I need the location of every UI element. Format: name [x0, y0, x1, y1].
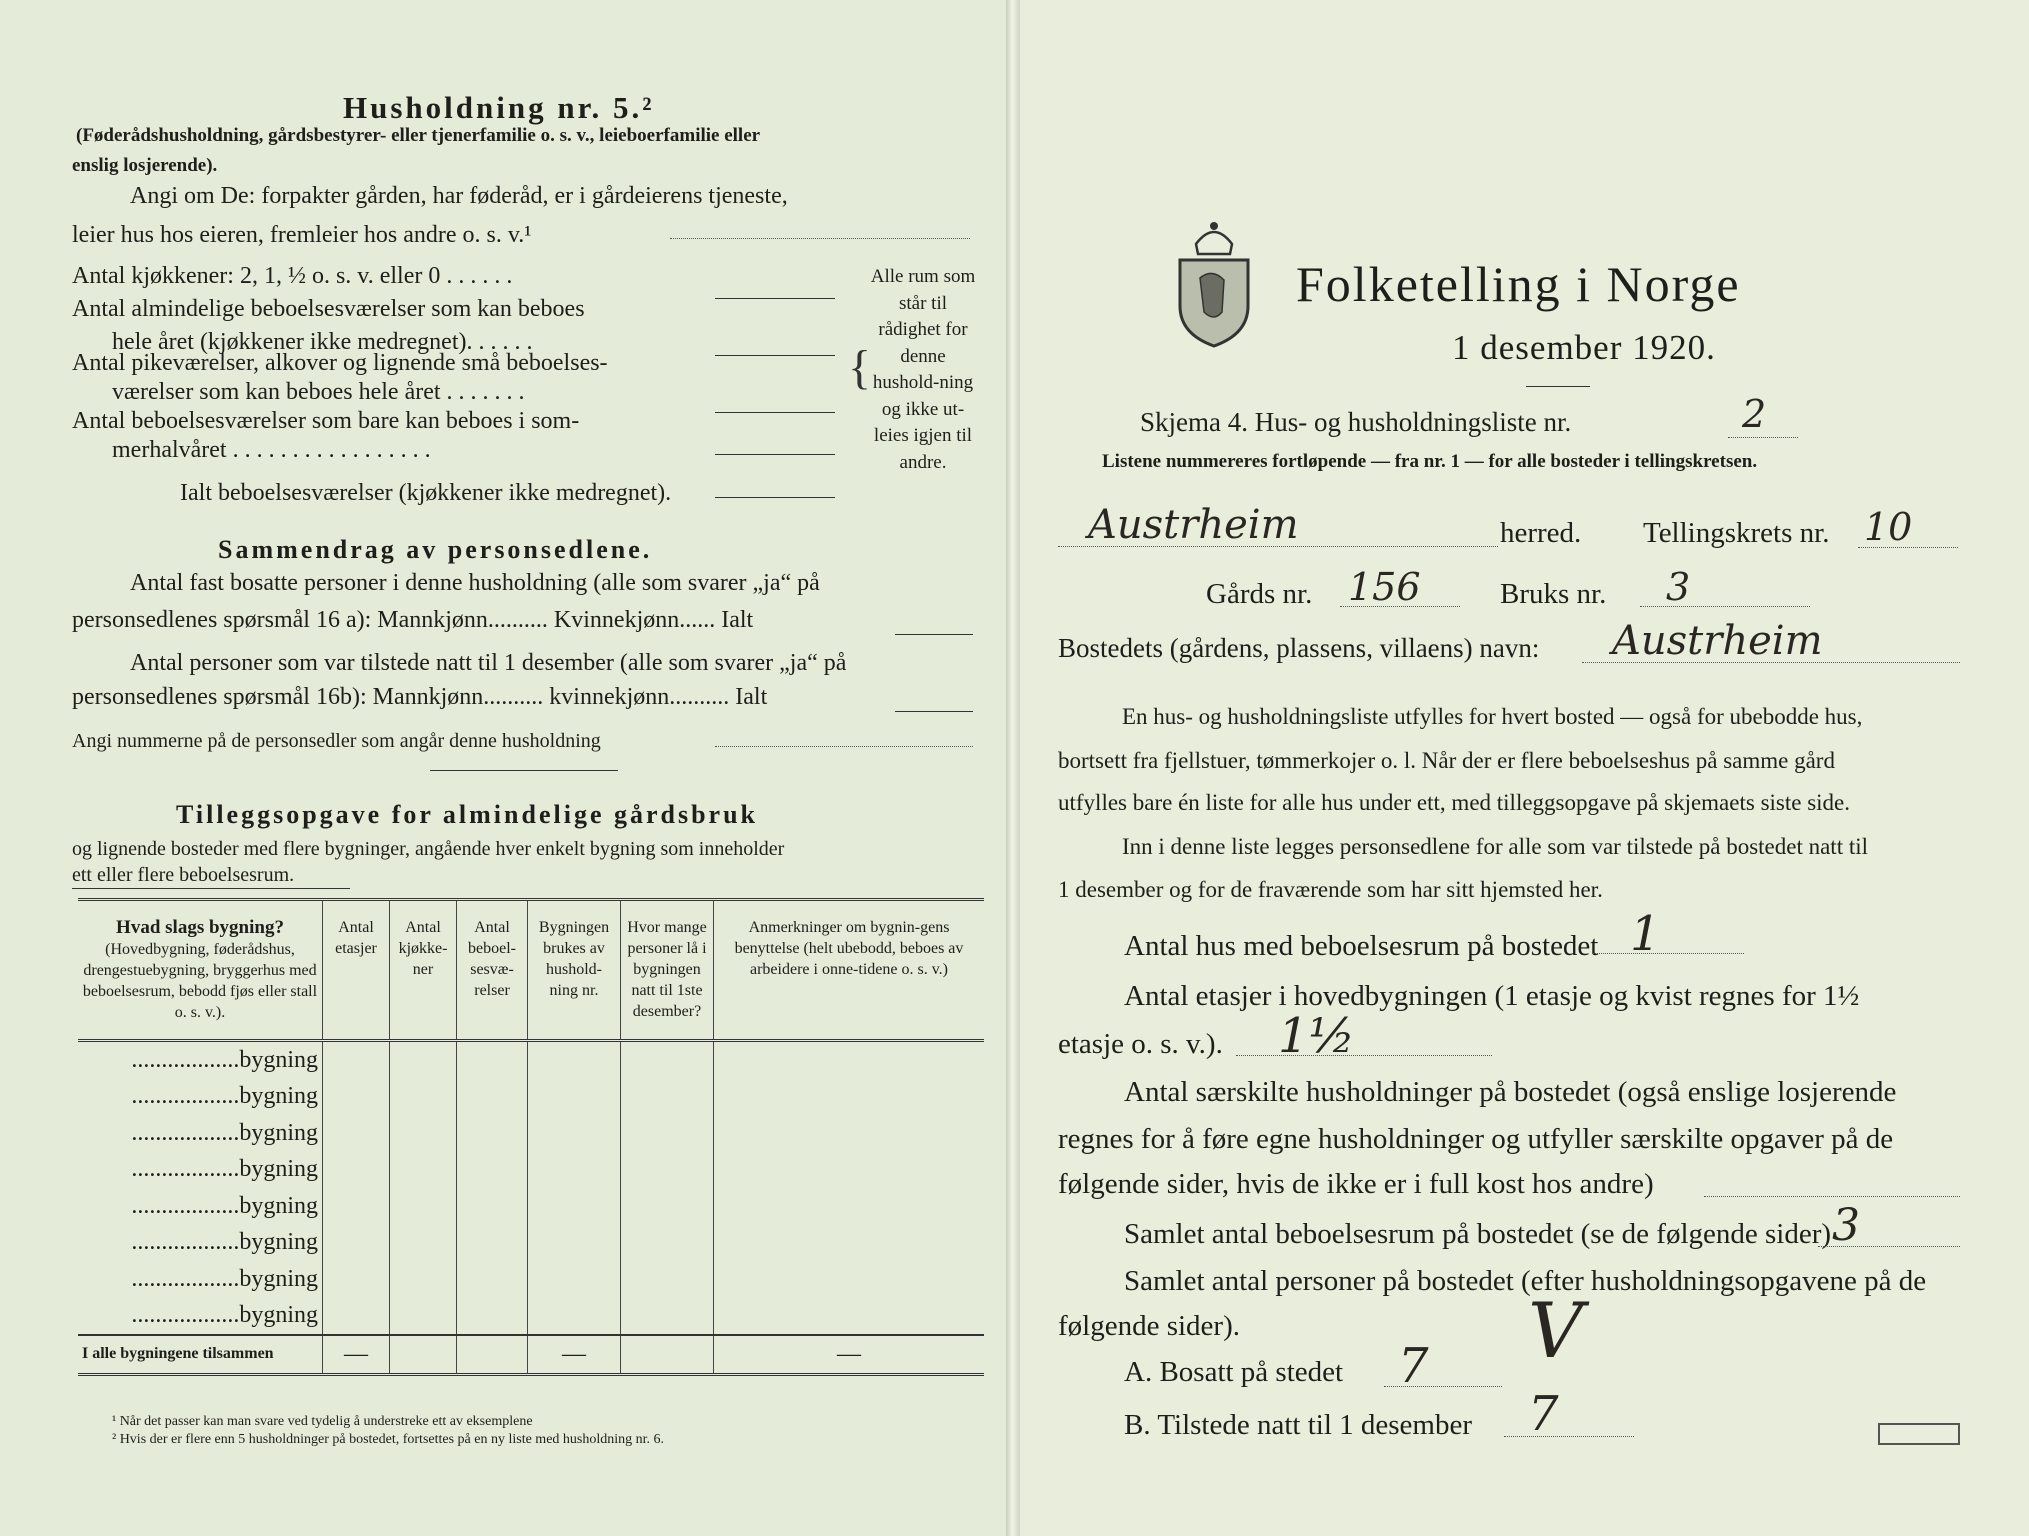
col-kjokkener: Antal kjøkke-ner: [390, 900, 457, 1041]
table-row: ..................bygning: [78, 1152, 984, 1189]
skjema-label: Skjema 4. Hus- og husholdningsliste nr.: [1140, 407, 1572, 437]
tillegg-1: og lignende bosteder med flere bygninger, angående hver enkelt bygning som inneholder: [72, 838, 785, 860]
bosatt-value: 7: [1398, 1338, 1429, 1394]
brace-note: Alle rum som står til rådighet for denne hushold-ning og ikke ut-leies igjen til andre.: [870, 266, 976, 473]
footnote-1: ¹ Når det passer kan man svare ved tydelig å understreke ett av eksemplene: [112, 1414, 533, 1429]
antal-hus-label: Antal hus med beboelsesrum på bostedet: [1124, 930, 1599, 962]
angi-line-1: Angi om De: forpakter gården, har føderåd, er i gårdeierens tjeneste,: [130, 183, 788, 209]
herred-value: Austrheim: [1088, 502, 1299, 548]
angi-line-2: leier hus hos eieren, fremleier hos andre o. s. v.¹: [72, 222, 532, 248]
liste-nr-value: 2: [1742, 392, 1767, 436]
table-row: ..................bygning: [78, 1041, 984, 1079]
table-row: ..................bygning: [78, 1225, 984, 1262]
samlet-rum-label: Samlet antal beboelsesrum på bostedet (se de følgende sider): [1124, 1218, 1832, 1250]
page-fold: [1006, 0, 1020, 1536]
bruks-label: Bruks nr.: [1500, 578, 1607, 610]
census-date: 1 desember 1920.: [1452, 328, 1716, 367]
census-title: Folketelling i Norge: [1296, 256, 1741, 312]
table-row: ..................bygning: [78, 1115, 984, 1152]
alm-line-1: Antal almindelige beboelsesværelser som kan beboes: [72, 296, 585, 322]
samlet-pers-line-2: følgende sider).: [1058, 1310, 1240, 1342]
household-note-2: enslig losjerende).: [72, 155, 218, 176]
bosted-value: Austrheim: [1612, 618, 1823, 664]
antal-hus-value: 1: [1630, 906, 1661, 962]
saerskilte-line-1: Antal særskilte husholdninger på bostedet (også enslige losjerende: [1124, 1076, 1897, 1108]
table-row: ..................bygning: [78, 1188, 984, 1225]
col-beboelsesvaerelser: Antal beboel-sesvæ-relser: [457, 900, 528, 1041]
sommer-line-1: Antal beboelsesværelser som bare kan beboes i som-: [72, 408, 580, 434]
gards-value: 156: [1348, 565, 1421, 609]
sum-1b: personsedlenes spørsmål 16 a): Mannkjønn.......... Kvinnekjønn...... Ialt: [72, 607, 754, 633]
table-header-row: [78, 900, 984, 1041]
instr-1: En hus- og husholdningsliste utfylles for hvert bosted — også for ubebodde hus,: [1122, 704, 1863, 729]
coat-of-arms-icon: [1172, 214, 1256, 350]
col-hvad: Hvad slags bygning? (Hovedbygning, føderådshus, drengestuebygning, bryggerhus med beboelsesrum, bebodd fjøs eller stall o. s. v.).: [78, 900, 323, 1041]
bosatt-label: A. Bosatt på stedet: [1124, 1356, 1344, 1388]
table-row: ..................bygning: [78, 1079, 984, 1116]
instr-5: 1 desember og for de fraværende som har sitt hjemsted her.: [1058, 877, 1603, 902]
building-table: [78, 898, 984, 1376]
bosted-label: Bostedets (gårdens, plassens, villaens) navn:: [1058, 633, 1540, 663]
footnote-2: ² Hvis der er flere enn 5 husholdninger på bostedet, fortsettes på en ny liste med husholdning nr. 6.: [112, 1432, 665, 1447]
tellingskrets-value: 10: [1864, 505, 1913, 549]
tillegg-title: Tilleggsopgave for almindelige gårdsbruk: [176, 800, 759, 829]
household-note-1: (Føderådshusholdning, gårdsbestyrer- eller tjenerfamilie o. s. v., leieboerfamilie eller: [76, 125, 761, 146]
saerskilte-line-3: følgende sider, hvis de ikke er i full kost hos andre): [1058, 1168, 1654, 1200]
etasjer-value: 1½: [1278, 1008, 1356, 1064]
tillegg-2: ett eller flere beboelsesrum.: [72, 864, 295, 886]
instr-2: bortsett fra fjellstuer, tømmerkojer o. l. Når der er flere beboelseshus på samme gård: [1058, 748, 1835, 773]
col-personer: Hvor mange personer lå i bygningen natt til 1ste desember?: [621, 900, 714, 1041]
instr-4: Inn i denne liste legges personsedlene for alle som var tilstede på bostedet natt til: [1122, 834, 1869, 859]
instr-3: utfylles bare én liste for alle hus under ett, med tilleggsopgave på skjemaets siste side.: [1058, 790, 1851, 815]
samlet-rum-value: 3: [1832, 1200, 1860, 1251]
pike-line-1: Antal pikeværelser, alkover og lignende små beboelses-: [72, 350, 608, 376]
kjokkener-line: Antal kjøkkener: 2, 1, ½ o. s. v. eller 0 . . . . . .: [72, 263, 513, 289]
household-title: Husholdning nr. 5.²: [343, 90, 655, 125]
col-anmerkninger: Anmerkninger om bygnin-gens benyttelse (helt ubebodd, beboes av arbeidere i onne-tidene o. s. v.): [734, 919, 964, 978]
printer-stamp: [1878, 1423, 1960, 1445]
col-etasjer: Antal etasjer: [323, 900, 390, 1041]
tilstede-label: B. Tilstede natt til 1 desember: [1124, 1409, 1472, 1441]
alm-line-2: hele året (kjøkkener ikke medregnet). . . . . .: [112, 329, 533, 355]
listene-note: Listene nummereres fortløpende — fra nr. 1 — for alle bosteder i tellingskretsen.: [1102, 451, 1758, 472]
brace: {: [848, 341, 872, 394]
sum-3: Angi nummerne på de personsedler som angår denne husholdning: [72, 730, 601, 752]
sum-1a: Antal fast bosatte personer i denne husholdning (alle som svarer „ja“ på: [130, 570, 820, 596]
bruks-value: 3: [1666, 565, 1691, 609]
herred-label: herred.: [1500, 517, 1582, 549]
sum-2a: Antal personer som var tilstede natt til 1 desember (alle som svarer „ja“ på: [130, 650, 847, 676]
table-row: ..................bygning: [78, 1261, 984, 1298]
table-row: ..................bygning: [78, 1298, 984, 1336]
saerskilte-line-2: regnes for å føre egne husholdninger og utfyller særskilte opgaver på de: [1058, 1123, 1894, 1155]
etasjer-line-1: Antal etasjer i hovedbygningen (1 etasje og kvist regnes for 1½: [1124, 980, 1860, 1012]
etasjer-line-2: etasje o. s. v.).: [1058, 1028, 1223, 1060]
gards-label: Gårds nr.: [1206, 578, 1313, 610]
sommer-line-2: merhalvåret . . . . . . . . . . . . . . . . .: [112, 437, 431, 463]
col-husholdning: Bygningen brukes av hushold-ning nr.: [528, 900, 621, 1041]
sammendrag-title: Sammendrag av personsedlene.: [218, 535, 653, 564]
sum-2b: personsedlenes spørsmål 16b): Mannkjønn.......... kvinnekjønn.......... Ialt: [72, 684, 768, 710]
check-mark: V: [1528, 1286, 1583, 1375]
pike-line-2: værelser som kan beboes hele året . . . . . . .: [112, 379, 525, 405]
tellingskrets-label: Tellingskrets nr.: [1643, 517, 1830, 549]
table-total-row: I alle bygningene tilsammen — — —: [78, 1335, 984, 1374]
samlet-pers-line-1: Samlet antal personer på bostedet (efter husholdningsopgavene på de: [1124, 1265, 1927, 1297]
tilstede-value: 7: [1528, 1386, 1559, 1442]
ialt-line: Ialt beboelsesværelser (kjøkkener ikke medregnet).: [180, 480, 672, 506]
